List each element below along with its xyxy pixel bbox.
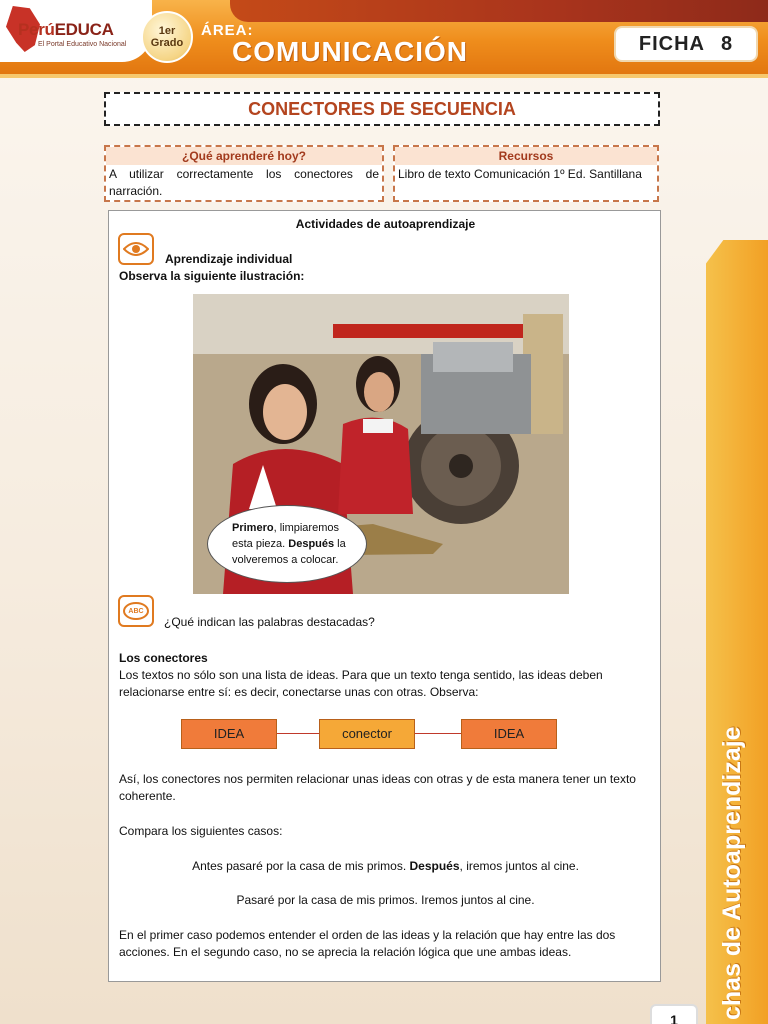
learn-text: A utilizar correctamente los conectores de narración.: [109, 167, 379, 198]
case-1-despues: Después: [409, 859, 460, 873]
ficha-number: 8: [720, 32, 734, 55]
individual-label: Aprendizaje individual: [165, 252, 293, 266]
ficha-label: FICHA: [638, 32, 705, 55]
area-name: COMUNICACIÓN: [232, 36, 468, 67]
speech-word-despues: Después: [288, 538, 335, 550]
grade-line-2: Grado: [150, 37, 184, 49]
case-2: Pasaré por la casa de mis primos. Iremos juntos al cine.: [236, 893, 535, 907]
flow-connector: conector: [319, 719, 415, 749]
question-text: ¿Qué indican las palabras destacadas?: [164, 615, 375, 629]
learn-box: [104, 145, 384, 202]
header: [0, 0, 768, 78]
flow-idea-left: IDEA: [181, 719, 277, 749]
side-banner-text: chas de Autoaprendizaje: [718, 726, 746, 1020]
page-number: 1: [650, 1004, 698, 1024]
case-1-part-d: , iremos juntos al cine.: [459, 859, 579, 873]
header-top-strip: [230, 0, 768, 22]
connectors-text: Los textos no sólo son una lista de ideas. Para que un texto tenga sentido, las ideas deben relacionarse entre sí: es decir, conectarse unas con otras. Observa:: [119, 668, 603, 699]
case-1: [109, 858, 662, 875]
grade-line-1: 1er: [158, 25, 176, 37]
speech-bubble: [207, 505, 367, 583]
final-text: En el primer caso podemos entender el orden de las ideas y la relación que hay entre las dos acciones. En el segundo caso, no se aprecia la relación lógica que une ambas ideas.: [119, 928, 616, 959]
speech-tail: [249, 465, 277, 509]
eye-icon: [118, 233, 154, 265]
case-1-antes: Antes: [192, 859, 223, 873]
speech-word-primero: Primero: [232, 522, 274, 534]
flow-idea-right: IDEA: [461, 719, 557, 749]
learn-heading: ¿Qué aprenderé hoy?: [106, 147, 382, 165]
speech-part-2: la volveremos a colocar.: [232, 538, 346, 566]
conclusion-text: Así, los conectores nos permiten relacionar unas ideas con otras y de esta manera tener un texto coherente.: [119, 772, 636, 803]
logo-subtitle: El Portal Educativo Nacional: [38, 41, 127, 48]
logo-text: [18, 20, 114, 40]
activities-title: Actividades de autoaprendizaje: [295, 217, 476, 231]
compare-text: Compara los siguientes casos:: [119, 824, 283, 838]
page-title: CONECTORES DE SECUENCIA: [104, 92, 660, 126]
speech-part-1: , limpiaremos esta pieza.: [232, 522, 339, 550]
case-1-part-b: pasaré por la casa de mis primos.: [222, 859, 410, 873]
resources-heading: Recursos: [395, 147, 657, 165]
flow-line-right: [415, 733, 461, 734]
abc-icon: [118, 595, 154, 627]
peru-educa-logo[interactable]: [0, 0, 152, 62]
ficha-badge: [614, 26, 758, 62]
main-content: [108, 210, 661, 982]
resources-box: [393, 145, 659, 202]
resources-text: Libro de texto Comunicación 1º Ed. Santillana: [398, 167, 642, 181]
area-label: ÁREA:: [201, 22, 254, 39]
header-line: [0, 74, 768, 78]
connectors-heading: Los conectores: [119, 651, 208, 665]
logo-educa: EDUCA: [54, 20, 114, 39]
logo-peru: Perú: [18, 20, 55, 39]
flow-line-left: [277, 733, 319, 734]
abc-bubble-icon: ABC: [123, 602, 149, 620]
observe-text: Observa la siguiente ilustración:: [119, 269, 305, 283]
grade-badge: [141, 11, 193, 63]
